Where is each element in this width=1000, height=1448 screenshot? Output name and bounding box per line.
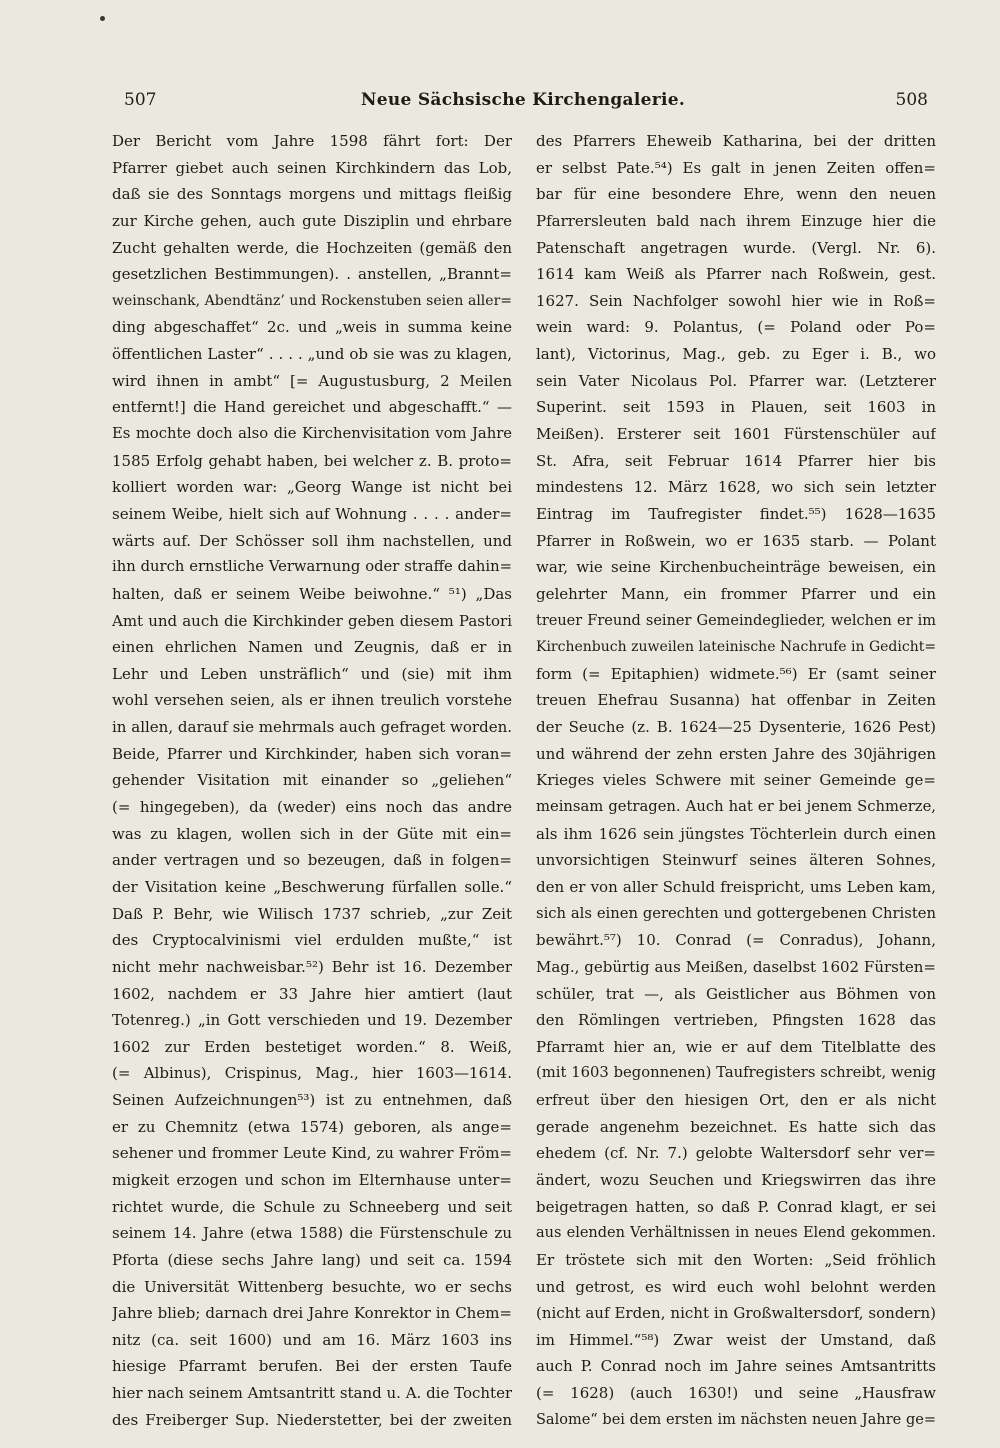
text-line: ander vertragen und so bezeugen, daß in folgen= (112, 851, 512, 870)
text-line: Lehr und Leben unsträflich“ und (sie) mit ihm (112, 664, 512, 683)
text-line: Beide, Pfarrer und Kirchkinder, haben sich voran= (112, 744, 512, 763)
text-line: Jahre blieb; darnach drei Jahre Konrektor in Chem= (112, 1304, 512, 1323)
text-line: auch P. Conrad noch im Jahre seines Amtsantritts (536, 1357, 936, 1376)
text-line: und während der zehn ersten Jahre des 30jährigen (536, 744, 936, 763)
text-line: gehender Visitation mit einander so „geliehen“ (112, 771, 512, 790)
text-line: wärts auf. Der Schösser soll ihm nachstellen, und (112, 531, 512, 550)
text-line: unvorsichtigen Steinwurf seines älteren Sohnes, (536, 851, 936, 870)
right-text-column (536, 128, 936, 1433)
text-line: beigetragen hatten, so daß P. Conrad klagt, er sei (536, 1197, 936, 1216)
text-line: form (= Epitaphien) widmete.⁵⁶) Er (samt seiner (536, 664, 936, 683)
text-line: wohl versehen seien, als er ihnen treulich vorstehe (112, 691, 512, 710)
text-line: mindestens 12. März 1628, wo sich sein letzter (536, 478, 936, 497)
text-line: 1627. Sein Nachfolger sowohl hier wie in Roß= (536, 291, 936, 310)
text-line: die Universität Wittenberg besuchte, wo er sechs (112, 1277, 512, 1296)
running-header (118, 86, 928, 118)
text-line: 1614 kam Weiß als Pfarrer nach Roßwein, gest. (536, 265, 936, 284)
text-line: Superint. seit 1593 in Plauen, seit 1603 in (536, 398, 936, 417)
text-line: (= hingegeben), da (weder) eins noch das andre (112, 798, 512, 817)
ink-speck (100, 16, 105, 21)
text-line: (= Albinus), Crispinus, Mag., hier 1603—1614. (112, 1064, 512, 1083)
text-line: ding abgeschaffet“ 2c. und „weis in summa keine (112, 318, 512, 337)
text-line: den er von aller Schuld freispricht, ums Leben kam, (536, 877, 936, 896)
text-line: seinem 14. Jahre (etwa 1588) die Fürstenschule zu (112, 1224, 512, 1243)
text-line: Patenschaft angetragen wurde. (Vergl. Nr. 6). (536, 238, 936, 257)
text-line: kolliert worden war: „Georg Wange ist nicht bei (112, 478, 512, 497)
text-line: des Cryptocalvinismi viel erdulden mußte,“ ist (112, 931, 512, 950)
text-line: Es mochte doch also die Kirchenvisitation vom Jahre (112, 425, 512, 443)
text-line: nicht mehr nachweisbar.⁵²) Behr ist 16. Dezember (112, 957, 512, 976)
text-line: Krieges vieles Schwere mit seiner Gemeinde ge= (536, 771, 936, 790)
text-line: in allen, darauf sie mehrmals auch gefraget worden. (112, 718, 512, 737)
text-line: wird ihnen in ambt“ [= Augustusburg, 2 Meilen (112, 371, 512, 390)
text-line: hier nach seinem Amtsantritt stand u. A. die Tochter (112, 1384, 512, 1403)
text-line: einen ehrlichen Namen und Zeugnis, daß er in (112, 638, 512, 657)
text-line: er zu Chemnitz (etwa 1574) geboren, als ange= (112, 1117, 512, 1136)
text-line: der Seuche (z. B. 1624—25 Dysenterie, 1626 Pest) (536, 718, 936, 737)
text-line: treuen Ehefrau Susanna) hat offenbar in Zeiten (536, 691, 936, 710)
text-line: richtet wurde, die Schule zu Schneeberg und seit (112, 1197, 512, 1216)
text-line: 1602, nachdem er 33 Jahre hier amtiert (laut (112, 984, 512, 1003)
text-line: Der Bericht vom Jahre 1598 fährt fort: Der (112, 132, 512, 150)
text-line: war, wie seine Kirchenbucheinträge beweisen, ein (536, 558, 936, 577)
text-line: ändert, wozu Seuchen und Kriegswirren das ihre (536, 1170, 936, 1189)
text-line: erfreut über den hiesigen Ort, den er als nicht (536, 1091, 936, 1110)
text-line: seinem Weibe, hielt sich auf Wohnung . . . . ander= (112, 504, 512, 523)
text-line: sich als einen gerechten und gottergebenen Christen (536, 904, 936, 922)
text-line: daß sie des Sonntags morgens und mittags fleißig (112, 185, 512, 204)
text-line: Daß P. Behr, wie Wilisch 1737 schrieb, „zur Zeit (112, 904, 512, 923)
text-line: Totenreg.) „in Gott verschieden und 19. Dezember (112, 1011, 512, 1030)
text-line: des Pfarrers Eheweib Katharina, bei der dritten (536, 132, 936, 150)
text-line: Er tröstete sich mit den Worten: „Seid fröhlich (536, 1250, 936, 1269)
text-line: wein ward: 9. Polantus, (= Poland oder Po= (536, 318, 936, 337)
text-line: Pfarrer giebet auch seinen Kirchkindern das Lob, (112, 158, 512, 177)
text-line: sehener und frommer Leute Kind, zu wahrer Fröm= (112, 1144, 512, 1163)
text-line: treuer Freund seiner Gemeindeglieder, welchen er im (536, 612, 936, 629)
text-line: Seinen Aufzeichnungen⁵³) ist zu entnehmen, daß (112, 1091, 512, 1110)
text-line: was zu klagen, wollen sich in der Güte mit ein= (112, 824, 512, 843)
text-line: (mit 1603 begonnenen) Taufregisters schreibt, wenig (536, 1064, 936, 1082)
text-line: schüler, trat —, als Geistlicher aus Böhmen von (536, 984, 936, 1003)
text-line: bewährt.⁵⁷) 10. Conrad (= Conradus), Johann, (536, 931, 936, 950)
text-line: aus elenden Verhältnissen in neues Elend gekommen. (536, 1225, 936, 1242)
text-line: Mag., gebürtig aus Meißen, daselbst 1602 Fürsten= (536, 957, 936, 976)
text-line: 1602 zur Erden bestetiget worden.“ 8. Weiß, (112, 1037, 512, 1056)
left-text-column (112, 128, 512, 1433)
text-line: er selbst Pate.⁵⁴) Es galt in jenen Zeiten offen= (536, 158, 936, 177)
text-line: nitz (ca. seit 1600) und am 16. März 1603 ins (112, 1330, 512, 1349)
text-line: bar für eine besondere Ehre, wenn den neuen (536, 185, 936, 204)
text-line: gerade angenehm bezeichnet. Es hatte sich das (536, 1117, 936, 1136)
running-title: Neue Sächsische Kirchengalerie. (360, 90, 686, 110)
text-line: im Himmel.“⁵⁸) Zwar weist der Umstand, daß (536, 1330, 936, 1349)
text-line: meinsam getragen. Auch hat er bei jenem Schmerze, (536, 798, 936, 816)
text-line: Kirchenbuch zuweilen lateinische Nachrufe in Gedicht= (536, 639, 936, 656)
text-line: Eintrag im Taufregister findet.⁵⁵) 1628—1635 (536, 504, 936, 523)
text-line: sein Vater Nicolaus Pol. Pfarrer war. (Letzterer (536, 371, 936, 390)
text-line: Pfarrersleuten bald nach ihrem Einzuge hier die (536, 211, 936, 230)
text-line: weinschank, Abendtänz’ und Rockenstuben seien aller= (112, 292, 512, 309)
text-line: den Römlingen vertrieben, Pfingsten 1628 das (536, 1011, 936, 1030)
text-line: als ihm 1626 sein jüngstes Töchterlein durch einen (536, 824, 936, 843)
text-line: entfernt!] die Hand gereichet und abgeschafft.“ — (112, 398, 512, 417)
text-line: Amt und auch die Kirchkinder geben diesem Pastori (112, 611, 512, 630)
text-line: der Visitation keine „Beschwerung fürfallen solle.“ (112, 877, 512, 896)
text-line: gelehrter Mann, ein frommer Pfarrer und ein (536, 584, 936, 603)
text-line: (nicht auf Erden, nicht in Großwaltersdorf, sondern) (536, 1304, 936, 1323)
text-line: Pfarrer in Roßwein, wo er 1635 starb. — Polant (536, 531, 936, 550)
text-line: und getrost, es wird euch wohl belohnt werden (536, 1277, 936, 1296)
text-line: zur Kirche gehen, auch gute Disziplin und ehrbare (112, 211, 512, 230)
text-line: Meißen). Ersterer seit 1601 Fürstenschüler auf (536, 425, 936, 444)
text-line: ihn durch ernstliche Verwarnung oder straffe dahin= (112, 558, 512, 576)
text-line: hiesige Pfarramt berufen. Bei der ersten Taufe (112, 1357, 512, 1376)
text-line: St. Afra, seit Februar 1614 Pfarrer hier bis (536, 451, 936, 470)
text-line: (= 1628) (auch 1630!) und seine „Hausfraw (536, 1384, 936, 1403)
text-line: lant), Victorinus, Mag., geb. zu Eger i. B., wo (536, 345, 936, 364)
page-number-left: 507 (124, 90, 157, 110)
text-line: Salome“ bei dem ersten im nächsten neuen Jahre ge= (536, 1411, 936, 1428)
text-line: 1585 Erfolg gehabt haben, bei welcher z. B. proto= (112, 451, 512, 470)
text-line: Pfarramt hier an, wie er auf dem Titelblatte des (536, 1037, 936, 1056)
text-line: migkeit erzogen und schon im Elternhause unter= (112, 1170, 512, 1189)
text-line: Pforta (diese sechs Jahre lang) und seit ca. 1594 (112, 1250, 512, 1269)
page-number-right: 508 (895, 90, 928, 110)
text-line: des Freiberger Sup. Niederstetter, bei der zweiten (112, 1410, 512, 1429)
text-line: Zucht gehalten werde, die Hochzeiten (gemäß den (112, 238, 512, 257)
text-line: ehedem (cf. Nr. 7.) gelobte Waltersdorf sehr ver= (536, 1144, 936, 1163)
text-line: halten, daß er seinem Weibe beiwohne.“ ⁵¹) „Das (112, 584, 512, 603)
text-line: öffentlichen Laster“ . . . . „und ob sie was zu klagen, (112, 345, 512, 364)
text-line: gesetzlichen Bestimmungen). . anstellen, „Brannt= (112, 265, 512, 284)
